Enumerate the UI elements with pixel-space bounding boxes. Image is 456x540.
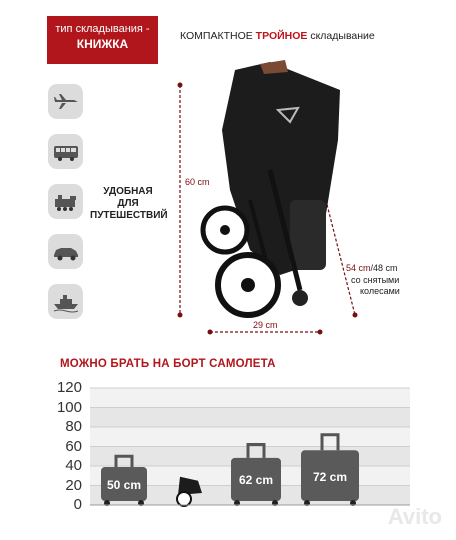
- comparison-title: МОЖНО БРАТЬ НА БОРТ САМОЛЕТА: [60, 358, 276, 370]
- car-icon: [48, 234, 83, 269]
- travel-text: [90, 186, 166, 222]
- fold-type-badge: [47, 16, 158, 64]
- airplane-icon: [48, 84, 83, 119]
- axis-tick-label: 60: [65, 437, 82, 455]
- depth-label: [346, 263, 398, 273]
- axis-tick-label: 100: [56, 398, 82, 416]
- bus-icon: [48, 134, 83, 169]
- fold-type-value: КНИЖКА: [76, 37, 129, 51]
- axis-tick-label: 120: [56, 379, 82, 396]
- stroller-illustration: [160, 50, 420, 340]
- avito-watermark: Avito: [387, 504, 442, 529]
- grid-band: [90, 388, 410, 408]
- depth-alt: /48 cm: [370, 263, 398, 273]
- headline: [180, 30, 375, 42]
- height-label: 60 cm: [185, 177, 210, 187]
- luggage-size-label: 72 cm: [312, 469, 348, 484]
- axis-tick-label: 40: [65, 457, 82, 474]
- headline-highlight: ТРОЙНОЕ: [255, 30, 308, 42]
- fold-type-label: тип складывания -: [55, 23, 150, 35]
- headline-prefix: КОМПАКТНОЕ: [180, 30, 253, 42]
- axis-tick-label: 20: [65, 476, 82, 494]
- depth-note-2: колесами: [360, 286, 400, 296]
- ship-icon: [48, 284, 83, 319]
- length-label: 29 cm: [253, 320, 278, 330]
- luggage-size-label: 50 cm: [106, 477, 142, 492]
- depth-value: 54 cm: [346, 263, 371, 273]
- travel-line-3: ПУТЕШЕСТВИЙ: [90, 210, 168, 221]
- axis-tick-label: 0: [73, 496, 82, 513]
- depth-note-1: со снятыми: [351, 275, 400, 285]
- travel-line-1: УДОБНАЯ: [103, 186, 153, 197]
- train-icon: [48, 184, 83, 219]
- headline-suffix: складывание: [310, 30, 375, 42]
- luggage-size-label: 62 cm: [238, 473, 274, 488]
- axis-tick-label: 80: [65, 418, 82, 435]
- travel-line-2: ДЛЯ: [117, 198, 139, 209]
- grid-band: [90, 408, 410, 428]
